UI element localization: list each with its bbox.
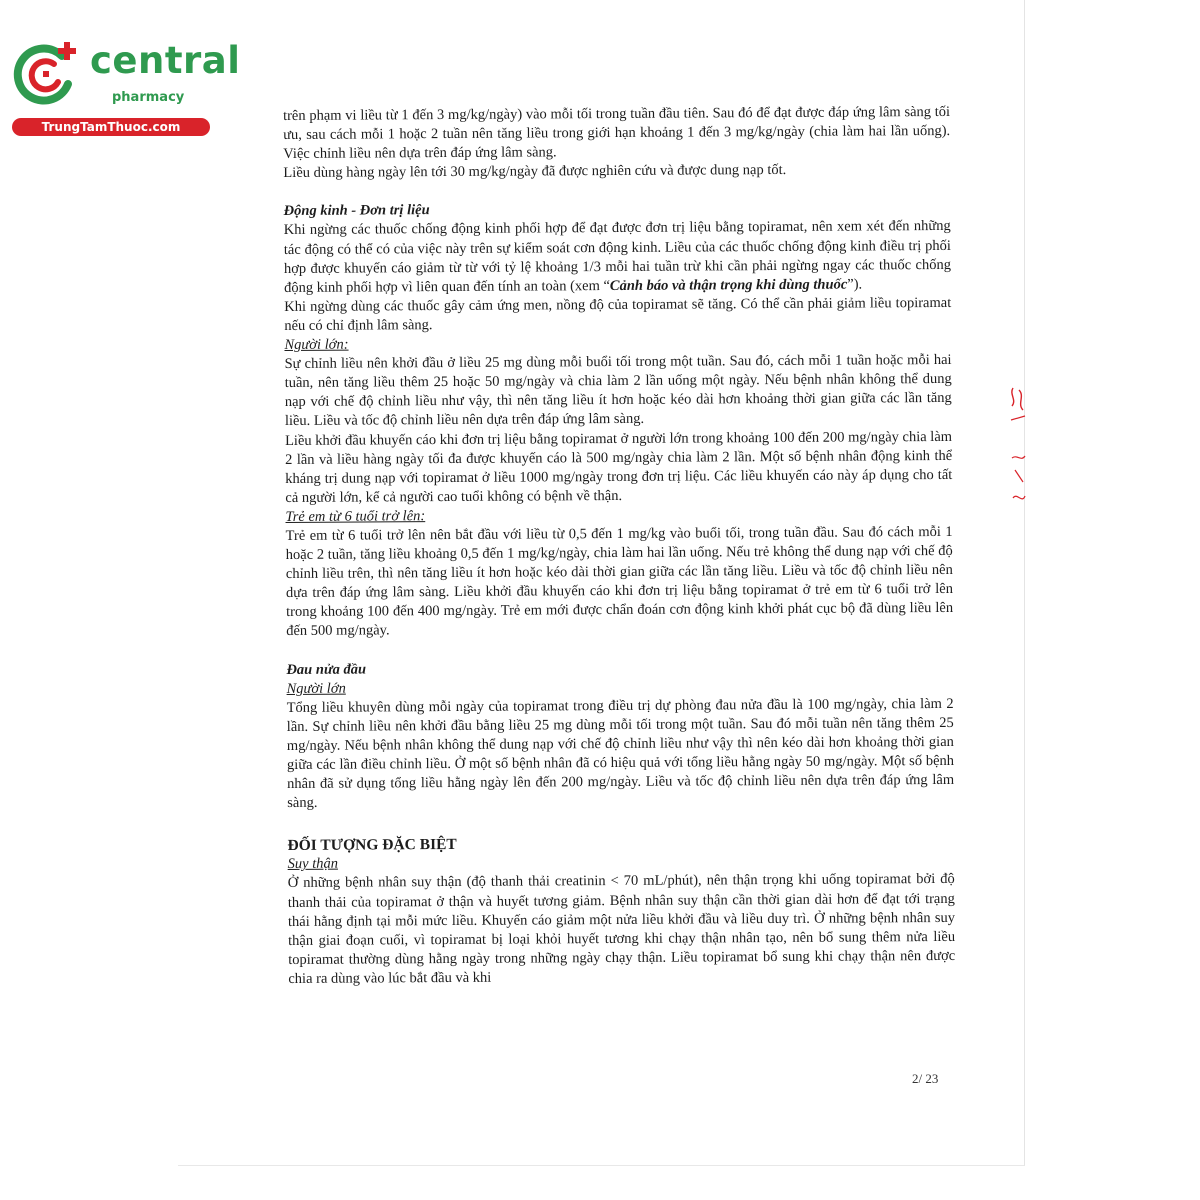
adult-dose-paragraph: Liều khởi đầu khuyến cáo khi đơn trị liệu bằng topiramat ở người lớn trong khoảng 100 đến 200 mg/ngày chia làm 2 lần và liều hàng ngày tối đa được khuyến cáo là 500 mg/ngày chia làm 2 lần. Một số bệnh nhân động kinh thể kháng trị dung nạp với topiramat ở liều 1000 mg/ngày trong đơn trị liệu. Các liều khuyến cáo này áp dụng cho tất cả người lớn, kể cả người cao tuổi không có bệnh về thận. [284,428,953,506]
enzyme-inducer-paragraph: Khi ngừng dùng các thuốc gây cảm ứng men, nồng độ của topiramat sẽ tăng. Có thể cần phải giảm liều topiramat nếu có chỉ định lâm sàng. [284,294,952,334]
monotherapy-heading: Động kinh - Đơn trị liệu [283,202,430,220]
monotherapy-paragraph: Khi ngừng các thuốc chống động kinh phối hợp để đạt được đơn trị liệu bằng topiramat, nên xem xét đến những tác động có thể có của việc này trên sự kiểm soát cơn động kinh. Liều của các thuốc chống động kinh điều trị phối hợp được khuyến cáo giảm từ từ với tỷ lệ khoảng 1/3 mỗi hai tuần trừ khi cần phải ngừng ngay các thuốc chống động kinh phối hợp vì liên quan đến tính an toàn (xem “Cảnh báo và thận trọng khi dùng thuốc”). [283,218,952,296]
intro-dose-line: Liều dùng hàng ngày lên tới 30 mg/kg/ngày đã được nghiên cứu và được dung nạp tốt. [283,162,787,182]
logo-url-badge[interactable]: TrungTamThuoc.com [12,118,210,136]
migraine-heading: Đau nửa đầu [286,661,367,678]
pharmacy-logo-icon [10,38,82,110]
special-populations-heading: ĐỐI TƯỢNG ĐẶC BIỆT [287,836,457,855]
child-dose-paragraph: Trẻ em từ 6 tuổi trở lên nên bắt đầu với liều từ 0,5 đến 1 mg/kg vào buổi tối, trong tuần đầu. Sau đó cách mỗi 1 hoặc 2 tuần, tăng liều khoảng 0,5 đến 1 mg/kg/ngày, chia làm hai lần uống. Nếu trẻ không thể dung nạp với chế độ chỉnh liều trên, thì nên tăng liều ít hơn hoặc kéo dài thời gian giữa các lần tăng liều. Liều và tốc độ chỉnh liều nên dựa trên đáp ứng lâm sàng. Liều khởi đầu khuyến cáo khi đơn trị liệu bằng topiramat ở trẻ em từ 6 tuổi trở lên trong khoảng 100 đến 400 mg/ngày. Trẻ em mới được chẩn đoán cơn động kinh khởi phát cục bộ đã dùng liều lên đến 500 mg/ngày. [285,523,954,640]
logo-subtitle: pharmacy [112,90,185,105]
adult-titration-paragraph: Sự chỉnh liều nên khởi đầu ở liều 25 mg dùng mỗi buổi tối trong một tuần. Sau đó, cách mỗi 1 tuần hoặc mỗi hai tuần, nên tăng liều thêm 25 hoặc 50 mg/ngày và chia làm 2 lần uống một ngày. Nếu bệnh nhân không thể dung nạp với chế độ chỉnh liều như vậy, thì nên tăng liều ít hơn hoặc kéo dài hơn khoảng thời gian giữa các lần tăng liều. Liều và tốc độ chỉnh liều nên dựa trên đáp ứng lâm sàng. [284,352,952,430]
logo-wordmark: central [90,39,241,82]
renal-subheading: Suy thận [287,856,339,873]
child-subheading: Trẻ em từ 6 tuổi trở lên: [285,508,426,525]
intro-paragraph: trên phạm vi liều từ 1 đến 3 mg/kg/ngày) vào mỗi tối trong tuần đầu tiên. Sau đó để đạt được đáp ứng lâm sàng tối ưu, sau cách mỗi 1 hoặc 2 tuần nên tăng liều trong giới hạn khoảng 1 đến 3 mg/kg/ngày (chia làm hai lần uống). Việc chỉnh liều nên dựa trên đáp ứng lâm sàng. [283,103,951,163]
warning-reference: Cảnh báo và thận trọng khi dùng thuốc [609,276,848,294]
handwritten-margin-mark [1003,380,1033,530]
migraine-adult-subheading: Người lớn [286,680,346,697]
adult-subheading: Người lớn: [284,336,349,354]
migraine-paragraph: Tổng liều khuyên dùng mỗi ngày của topiramat trong điều trị dự phòng đau nửa đầu là 100 mg/ngày, chia làm 2 lần. Sự chỉnh liều nên khởi đầu bằng liều 25 mg dùng mỗi tối trong một tuần. Sau đó mỗi tuần nên tăng thêm 25 mg/ngày. Nếu bệnh nhân không thể dung nạp với chế độ chỉnh liều như vậy thì nên kéo dài hơn khoảng thời gian giữa các lần điều chỉnh liều. Ở một số bệnh nhân đã có hiệu quả với tổng liều hằng ngày 50 mg/ngày. Một số bệnh nhân đã sử dụng tổng liều hằng ngày lên đến 200 mg/ngày. Liều và tốc độ chỉnh liều nên dựa trên đáp ứng lâm sàng. [286,695,955,812]
renal-paragraph: Ở những bệnh nhân suy thận (độ thanh thải creatinin < 70 mL/phút), nên thận trọng khi uống topiramat bởi độ thanh thải của topiramat ở thận và huyết tương giảm. Bệnh nhân suy thận cần thời gian dài hơn để đạt tới trạng thái hằng định tại mỗi mức liều. Khuyến cáo giảm một nửa liều khởi đầu và liều duy trì. Ở những bệnh nhân suy thận giai đoạn cuối, vì topiramat bị loại khỏi huyết tương khi chạy thận nhân tạo, nên bổ sung thêm nửa liều topiramat thường dùng hằng ngày trong những ngày chạy thận. Liều topiramat bổ sung khi chạy thận nên được chia ra dùng vào lúc bắt đầu và khi [287,871,956,987]
page-number: 2/ 23 [912,1071,939,1086]
central-pharmacy-logo [10,38,241,138]
document-body [283,103,955,989]
